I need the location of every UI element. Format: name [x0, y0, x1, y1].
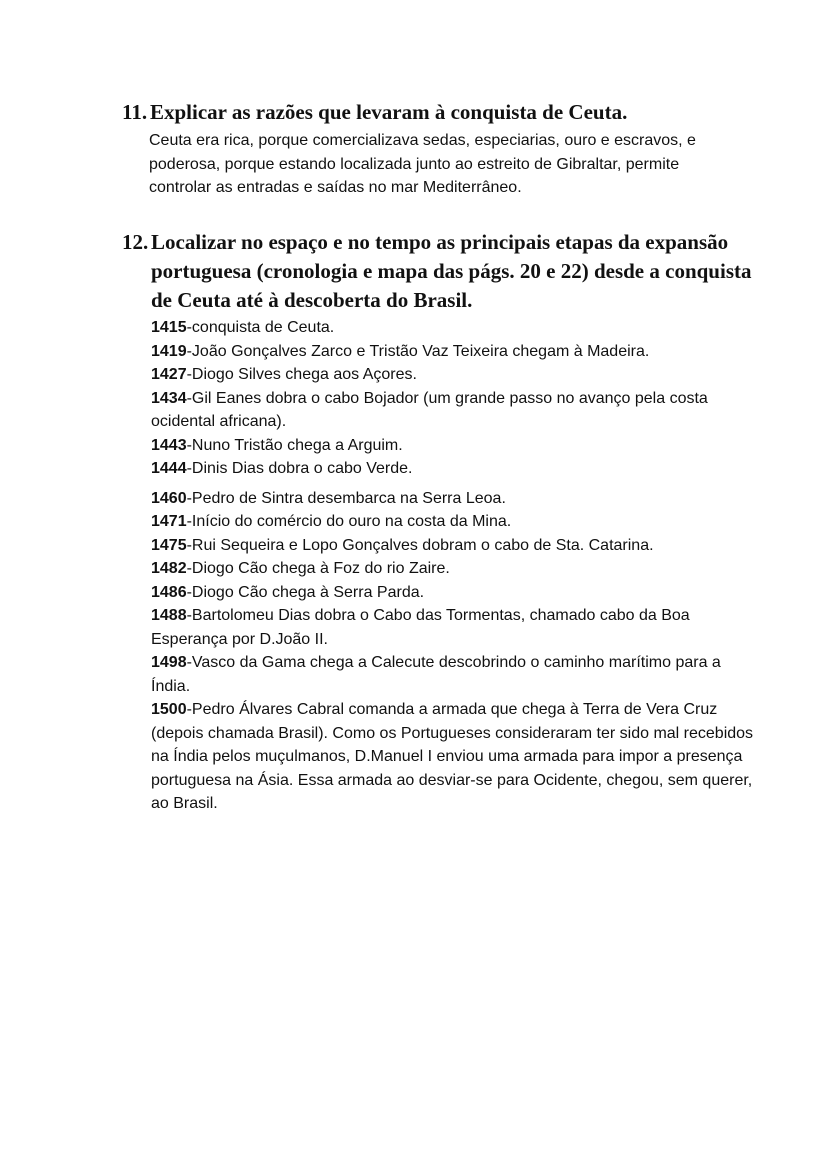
event-year: 1419 [151, 342, 187, 360]
event-text: -Diogo Silves chega aos Açores. [186, 366, 417, 383]
event-text: -João Gonçalves Zarco e Tristão Vaz Teixeira chegam à Madeira. [186, 342, 650, 360]
question-12-heading [122, 228, 762, 315]
question-11-heading [122, 98, 742, 127]
event-year: 1444 [151, 460, 187, 477]
timeline-event [151, 316, 762, 340]
timeline [151, 316, 762, 816]
event-year: 1498 [151, 654, 187, 671]
timeline-event [151, 487, 762, 511]
event-text: -Pedro de Sintra desembarca na Serra Leoa. [186, 489, 506, 507]
event-text: -Diogo Cão chega à Foz do rio Zaire. [186, 560, 450, 577]
event-year: 1427 [151, 366, 187, 383]
timeline-event [151, 363, 762, 387]
timeline-event [151, 510, 762, 534]
timeline-event [151, 651, 762, 698]
event-year: 1443 [151, 436, 187, 454]
event-text: -conquista de Ceuta. [186, 319, 335, 336]
event-year: 1471 [151, 513, 187, 530]
timeline-event [151, 457, 762, 481]
event-text: -Gil Eanes dobra o cabo Bojador (um grande passo no avanço pela costa ocidental africana). [151, 389, 708, 430]
event-text: -Pedro Álvares Cabral comanda a armada que chega à Terra de Vera Cruz (depois chamada Brasil). Como os Portugueses consideraram ter sido mal recebidos na Índia pelos muçulmanos, D.Manuel I enviou uma armada para impor a presença portuguesa na Ásia. Essa armada ao desviar-se para Ocidente, chegou, sem querer, ao Brasil. [151, 701, 754, 812]
event-text: -Nuno Tristão chega a Arguim. [186, 436, 403, 454]
question-12-title: Localizar no espaço e no tempo as principais etapas da expansão portuguesa (cronologia e mapa das págs. 20 e 22) desde a conquista de Ceuta até à descoberta do Brasil. [151, 230, 752, 312]
event-text: -Bartolomeu Dias dobra o Cabo das Tormentas, chamado cabo da Boa Esperança por D.João II. [151, 607, 690, 648]
timeline-event [151, 534, 762, 558]
question-11-title: Explicar as razões que levaram à conquista de Ceuta. [150, 100, 628, 124]
event-year: 1488 [151, 607, 187, 624]
timeline-event [151, 604, 762, 651]
event-text: -Dinis Dias dobra o cabo Verde. [186, 460, 413, 477]
event-text: -Rui Sequeira e Lopo Gonçalves dobram o cabo de Sta. Catarina. [186, 536, 654, 554]
timeline-event [151, 387, 762, 434]
question-11-number: 11. [122, 100, 148, 124]
timeline-event [151, 434, 762, 458]
event-year: 1415 [151, 319, 187, 336]
question-12-number: 12. [122, 230, 149, 254]
event-year: 1434 [151, 389, 187, 407]
event-year: 1482 [151, 560, 187, 577]
event-year: 1460 [151, 489, 187, 507]
timeline-event [151, 698, 762, 816]
question-12 [122, 228, 762, 816]
event-year: 1475 [151, 536, 187, 554]
event-year: 1500 [151, 701, 187, 718]
event-text: -Diogo Cão chega à Serra Parda. [186, 583, 425, 601]
event-text: -Início do comércio do ouro na costa da Mina. [186, 513, 512, 530]
timeline-event [151, 340, 762, 364]
question-11 [122, 98, 742, 200]
event-year: 1486 [151, 583, 187, 601]
question-11-answer: Ceuta era rica, porque comercializava sedas, especiarias, ouro e escravos, e poderosa, porque estando localizada junto ao estreito de Gibraltar, permite controlar as entradas e saídas no mar Mediterrâneo. [149, 132, 696, 196]
timeline-event [151, 557, 762, 581]
event-text: -Vasco da Gama chega a Calecute descobrindo o caminho marítimo para a Índia. [151, 654, 721, 695]
timeline-event [151, 581, 762, 605]
